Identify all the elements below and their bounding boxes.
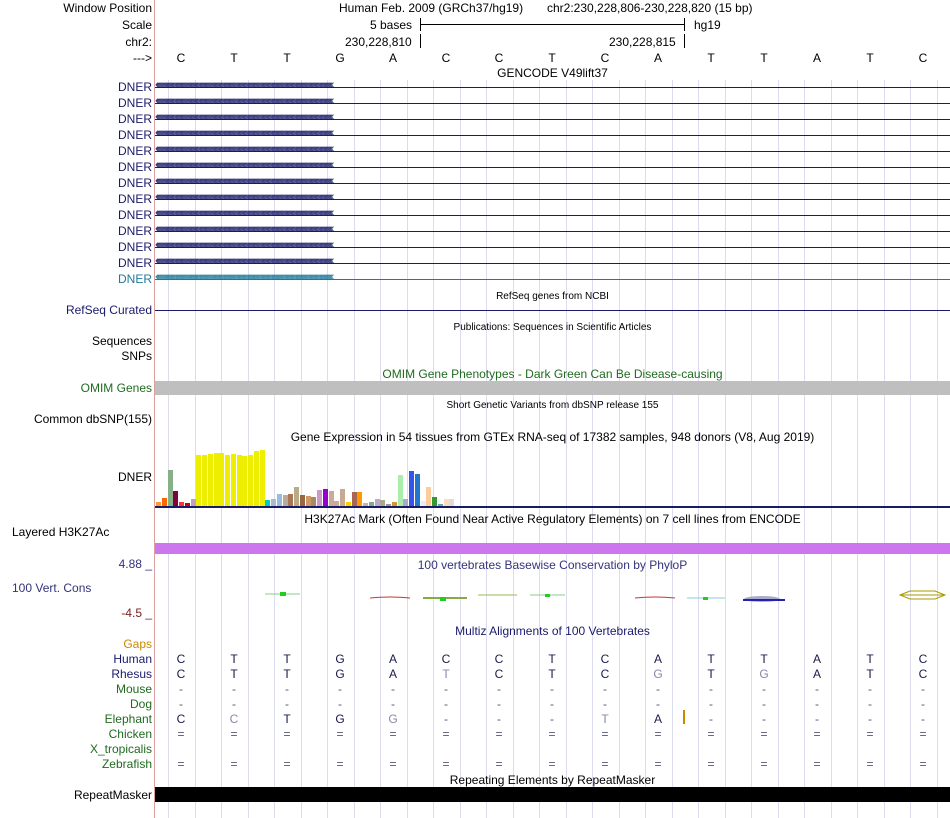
aligned-base: G: [335, 712, 345, 726]
gtex-tissue-bar[interactable]: [271, 499, 276, 506]
aligned-base: T: [601, 712, 609, 726]
gtex-tissue-bar[interactable]: [231, 454, 236, 506]
aligned-base: C: [494, 667, 504, 681]
aligned-base: -: [285, 682, 289, 696]
db-text: hg19: [694, 18, 721, 32]
aligned-base: C: [176, 712, 186, 726]
omim-bar[interactable]: [155, 381, 950, 395]
aligned-base: -: [762, 682, 766, 696]
strand-arrows: ‹‹‹‹‹‹‹‹‹‹‹‹‹‹‹‹‹‹‹‹‹‹‹‹‹‹‹‹‹‹‹‹‹‹‹‹‹‹‹‹‹‹‹‹‹‹‹‹‹‹‹‹‹‹‹‹‹‹‹‹‹‹‹‹‹‹‹‹‹‹‹‹‹‹‹‹‹‹‹‹‹‹‹‹‹‹‹‹‹‹‹‹‹‹‹‹‹‹‹‹‹‹‹‹‹‹‹‹‹‹‹‹‹‹‹‹‹‹‹‹‹‹‹‹‹‹‹‹‹‹‹‹‹‹‹‹‹‹‹‹: [155, 191, 332, 203]
aligned-base: -: [444, 697, 448, 711]
gtex-tissue-bar[interactable]: [403, 499, 408, 506]
base: T: [548, 51, 556, 65]
base: G: [335, 51, 345, 65]
aligned-base: =: [919, 757, 927, 771]
aligned-base: -: [603, 682, 607, 696]
coord-left: 230,228,810: [345, 35, 412, 49]
aligned-base: =: [283, 757, 291, 771]
aligned-base: =: [177, 727, 185, 741]
aligned-base: G: [335, 667, 345, 681]
aligned-base: C: [494, 652, 504, 666]
aligned-base: =: [283, 727, 291, 741]
gtex-tissue-bar[interactable]: [444, 499, 449, 506]
gencode-title: GENCODE V49lift37: [497, 66, 608, 80]
phylop-mark: [703, 597, 708, 600]
phylop-max-label: 4.88 _: [118, 557, 152, 571]
phylop-signal[interactable]: [155, 580, 950, 610]
strand-arrows: ‹‹‹‹‹‹‹‹‹‹‹‹‹‹‹‹‹‹‹‹‹‹‹‹‹‹‹‹‹‹‹‹‹‹‹‹‹‹‹‹‹‹‹‹‹‹‹‹‹‹‹‹‹‹‹‹‹‹‹‹‹‹‹‹‹‹‹‹‹‹‹‹‹‹‹‹‹‹‹‹‹‹‹‹‹‹‹‹‹‹‹‹‹‹‹‹‹‹‹‹‹‹‹‹‹‹‹‹‹‹‹‹‹‹‹‹‹‹‹‹‹‹‹‹‹‹‹‹‹‹‹‹‹‹‹‹‹‹‹‹: [155, 223, 332, 235]
gtex-tissue-bar[interactable]: [375, 499, 380, 506]
gtex-tissue-bar[interactable]: [300, 495, 305, 506]
scale-bar-right-tick: [684, 18, 685, 31]
base: T: [866, 51, 874, 65]
chrom-label: chr2:: [125, 35, 152, 49]
gtex-tissue-bar[interactable]: [219, 453, 224, 506]
pubs-title: Publications: Sequences in Scientific Articles: [453, 322, 652, 333]
pubs-snps-label[interactable]: SNPs: [121, 349, 152, 363]
gtex-tissue-bar[interactable]: [225, 455, 230, 506]
aligned-base: C: [918, 652, 928, 666]
aligned-base: A: [812, 667, 821, 681]
aligned-base: =: [495, 757, 503, 771]
aligned-base: -: [709, 712, 713, 726]
aligned-base: -: [179, 682, 183, 696]
aligned-base: =: [760, 727, 768, 741]
strand-arrows: ‹‹‹‹‹‹‹‹‹‹‹‹‹‹‹‹‹‹‹‹‹‹‹‹‹‹‹‹‹‹‹‹‹‹‹‹‹‹‹‹‹‹‹‹‹‹‹‹‹‹‹‹‹‹‹‹‹‹‹‹‹‹‹‹‹‹‹‹‹‹‹‹‹‹‹‹‹‹‹‹‹‹‹‹‹‹‹‹‹‹‹‹‹‹‹‹‹‹‹‹‹‹‹‹‹‹‹‹‹‹‹‹‹‹‹‹‹‹‹‹‹‹‹‹‹‹‹‹‹‹‹‹‹‹‹‹‹‹‹‹: [155, 255, 332, 267]
aligned-base: T: [230, 667, 238, 681]
gtex-tissue-bar[interactable]: [294, 487, 299, 506]
gtex-tissue-bar[interactable]: [191, 499, 196, 506]
strand-arrows: ‹‹‹‹‹‹‹‹‹‹‹‹‹‹‹‹‹‹‹‹‹‹‹‹‹‹‹‹‹‹‹‹‹‹‹‹‹‹‹‹‹‹‹‹‹‹‹‹‹‹‹‹‹‹‹‹‹‹‹‹‹‹‹‹‹‹‹‹‹‹‹‹‹‹‹‹‹‹‹‹‹‹‹‹‹‹‹‹‹‹‹‹‹‹‹‹‹‹‹‹‹‹‹‹‹‹‹‹‹‹‹‹‹‹‹‹‹‹‹‹‹‹‹‹‹‹‹‹‹‹‹‹‹‹‹‹‹‹‹‹: [155, 79, 332, 91]
aligned-base: A: [653, 652, 662, 666]
aligned-base: =: [707, 727, 715, 741]
phylop-label[interactable]: 100 Vert. Cons: [12, 581, 92, 595]
gencode-transcript[interactable]: [155, 160, 950, 174]
gencode-transcript-label[interactable]: DNER: [117, 160, 152, 174]
aligned-base: =: [389, 727, 397, 741]
aligned-base: =: [707, 757, 715, 771]
aligned-base: -: [232, 697, 236, 711]
base: A: [812, 51, 821, 65]
gencode-transcript[interactable]: [155, 240, 950, 254]
aligned-base: -: [391, 697, 395, 711]
gencode-transcript[interactable]: [155, 192, 950, 206]
phylop-mark: [635, 597, 675, 598]
aligned-base: =: [389, 757, 397, 771]
multiz-title: Multiz Alignments of 100 Vertebrates: [455, 624, 650, 638]
gencode-transcript[interactable]: [155, 256, 950, 270]
aligned-base: -: [709, 697, 713, 711]
aligned-base: =: [601, 757, 609, 771]
gencode-transcript-label[interactable]: DNER: [117, 128, 152, 142]
aligned-base: =: [866, 757, 874, 771]
aligned-base: A: [388, 667, 397, 681]
gtex-tissue-bar[interactable]: [398, 475, 403, 506]
gtex-tissue-bar[interactable]: [277, 494, 282, 506]
aligned-base: T: [866, 667, 874, 681]
aligned-base: -: [179, 697, 183, 711]
repeatmasker-title: Repeating Elements by RepeatMasker: [449, 773, 656, 787]
gencode-transcript-label[interactable]: DNER: [117, 96, 152, 110]
aligned-base: =: [177, 757, 185, 771]
coord-right-tick: [684, 34, 685, 48]
aligned-base: -: [497, 697, 501, 711]
aligned-base: -: [391, 682, 395, 696]
strand-label: --->: [133, 51, 152, 65]
base: A: [388, 51, 397, 65]
species-label[interactable]: Zebrafish: [101, 757, 152, 771]
aligned-base: =: [654, 757, 662, 771]
aligned-base: =: [760, 757, 768, 771]
aligned-base: =: [442, 727, 450, 741]
gtex-tissue-bar[interactable]: [323, 489, 328, 506]
aligned-base: T: [442, 667, 450, 681]
gencode-transcript-label[interactable]: DNER: [117, 208, 152, 222]
tracks-area[interactable]: [155, 0, 950, 818]
aligned-base: =: [866, 727, 874, 741]
gencode-transcript-label[interactable]: DNER: [117, 256, 152, 270]
aligned-base: -: [868, 697, 872, 711]
aligned-base: -: [921, 712, 925, 726]
aligned-base: -: [338, 697, 342, 711]
track-labels-column: [0, 0, 155, 818]
gencode-transcript-label[interactable]: DNER: [117, 272, 152, 286]
refseq-gene-line[interactable]: [155, 310, 950, 311]
aligned-base: T: [283, 667, 291, 681]
aligned-base: -: [550, 697, 554, 711]
species-label[interactable]: Dog: [129, 697, 152, 711]
aligned-base: G: [759, 667, 769, 681]
gtex-tissue-bar[interactable]: [329, 491, 334, 506]
aligned-base: C: [600, 652, 610, 666]
aligned-base: A: [812, 652, 821, 666]
gtex-tissue-bar[interactable]: [237, 455, 242, 506]
aligned-base: -: [497, 682, 501, 696]
phylop-mark: [370, 597, 410, 598]
gtex-bar-chart[interactable]: [155, 444, 950, 506]
aligned-base: T: [760, 652, 768, 666]
gencode-transcript-label[interactable]: DNER: [117, 176, 152, 190]
aligned-base: -: [815, 697, 819, 711]
omim-label[interactable]: OMIM Genes: [80, 381, 152, 395]
aligned-base: =: [230, 757, 238, 771]
gencode-transcript-label[interactable]: DNER: [117, 80, 152, 94]
aligned-base: =: [919, 727, 927, 741]
aligned-base: C: [918, 667, 928, 681]
h3k27ac-title: H3K27Ac Mark (Often Found Near Active Regulatory Elements) on 7 cell lines from ENCODE: [304, 512, 801, 526]
gtex-label[interactable]: DNER: [117, 470, 152, 484]
aligned-base: -: [444, 682, 448, 696]
aligned-base: -: [285, 697, 289, 711]
gtex-tissue-bar[interactable]: [352, 492, 357, 506]
aligned-base: -: [232, 682, 236, 696]
gtex-tissue-bar[interactable]: [311, 497, 316, 506]
aligned-base: =: [813, 757, 821, 771]
gtex-tissue-bar[interactable]: [340, 489, 345, 506]
aligned-base: -: [815, 712, 819, 726]
gencode-transcript-label[interactable]: DNER: [117, 112, 152, 126]
aligned-base: -: [921, 697, 925, 711]
gtex-tissue-bar[interactable]: [173, 491, 178, 506]
gtex-tissue-bar[interactable]: [409, 471, 414, 506]
h3k27ac-signal[interactable]: [155, 543, 950, 554]
gtex-tissue-bar[interactable]: [214, 453, 219, 506]
aligned-base: G: [388, 712, 398, 726]
strand-arrows: ‹‹‹‹‹‹‹‹‹‹‹‹‹‹‹‹‹‹‹‹‹‹‹‹‹‹‹‹‹‹‹‹‹‹‹‹‹‹‹‹‹‹‹‹‹‹‹‹‹‹‹‹‹‹‹‹‹‹‹‹‹‹‹‹‹‹‹‹‹‹‹‹‹‹‹‹‹‹‹‹‹‹‹‹‹‹‹‹‹‹‹‹‹‹‹‹‹‹‹‹‹‹‹‹‹‹‹‹‹‹‹‹‹‹‹‹‹‹‹‹‹‹‹‹‹‹‹‹‹‹‹‹‹‹‹‹‹‹‹‹: [155, 175, 332, 187]
gencode-transcript-label[interactable]: DNER: [117, 144, 152, 158]
aligned-base: =: [230, 727, 238, 741]
gtex-tissue-bar[interactable]: [415, 474, 420, 506]
aligned-base: =: [601, 727, 609, 741]
aligned-base: -: [656, 697, 660, 711]
pubs-sequences-label[interactable]: Sequences: [91, 334, 152, 348]
aligned-base: T: [707, 652, 715, 666]
gtex-tissue-bar[interactable]: [260, 450, 265, 506]
aligned-base: -: [550, 712, 554, 726]
aligned-base: =: [495, 727, 503, 741]
gtex-tissue-bar[interactable]: [168, 470, 173, 506]
aligned-base: C: [176, 652, 186, 666]
gencode-transcript[interactable]: [155, 80, 950, 94]
gtex-baseline: [155, 506, 950, 508]
gtex-tissue-bar[interactable]: [306, 496, 311, 506]
aligned-base: =: [654, 727, 662, 741]
repeatmasker-bar[interactable]: [155, 787, 950, 802]
base: C: [918, 51, 928, 65]
aligned-base: -: [444, 712, 448, 726]
refseq-label[interactable]: RefSeq Curated: [65, 303, 152, 317]
aligned-base: A: [388, 652, 397, 666]
gtex-tissue-bar[interactable]: [196, 455, 201, 506]
gencode-transcript-label[interactable]: DNER: [117, 224, 152, 238]
aligned-base: C: [600, 667, 610, 681]
dbsnp-label[interactable]: Common dbSNP(155): [33, 412, 152, 426]
base: T: [230, 51, 238, 65]
gencode-transcript[interactable]: [155, 176, 950, 190]
scale-label: Scale: [121, 18, 152, 32]
strand-arrows: ‹‹‹‹‹‹‹‹‹‹‹‹‹‹‹‹‹‹‹‹‹‹‹‹‹‹‹‹‹‹‹‹‹‹‹‹‹‹‹‹‹‹‹‹‹‹‹‹‹‹‹‹‹‹‹‹‹‹‹‹‹‹‹‹‹‹‹‹‹‹‹‹‹‹‹‹‹‹‹‹‹‹‹‹‹‹‹‹‹‹‹‹‹‹‹‹‹‹‹‹‹‹‹‹‹‹‹‹‹‹‹‹‹‹‹‹‹‹‹‹‹‹‹‹‹‹‹‹‹‹‹‹‹‹‹‹‹‹‹‹: [155, 207, 332, 219]
aligned-base: -: [815, 682, 819, 696]
aligned-base: =: [548, 757, 556, 771]
aligned-base: -: [762, 712, 766, 726]
coord-right: 230,228,815: [609, 35, 676, 49]
aligned-base: T: [707, 667, 715, 681]
gtex-tissue-bar[interactable]: [426, 487, 431, 506]
gtex-tissue-bar[interactable]: [283, 495, 288, 506]
aligned-base: -: [868, 682, 872, 696]
strand-arrows: ‹‹‹‹‹‹‹‹‹‹‹‹‹‹‹‹‹‹‹‹‹‹‹‹‹‹‹‹‹‹‹‹‹‹‹‹‹‹‹‹‹‹‹‹‹‹‹‹‹‹‹‹‹‹‹‹‹‹‹‹‹‹‹‹‹‹‹‹‹‹‹‹‹‹‹‹‹‹‹‹‹‹‹‹‹‹‹‹‹‹‹‹‹‹‹‹‹‹‹‹‹‹‹‹‹‹‹‹‹‹‹‹‹‹‹‹‹‹‹‹‹‹‹‹‹‹‹‹‹‹‹‹‹‹‹‹‹‹‹‹: [155, 239, 332, 251]
gencode-transcript[interactable]: [155, 224, 950, 238]
base: C: [494, 51, 504, 65]
gencode-transcript[interactable]: [155, 144, 950, 158]
gtex-tissue-bar[interactable]: [248, 455, 253, 506]
aligned-base: -: [709, 682, 713, 696]
strand-arrows: ‹‹‹‹‹‹‹‹‹‹‹‹‹‹‹‹‹‹‹‹‹‹‹‹‹‹‹‹‹‹‹‹‹‹‹‹‹‹‹‹‹‹‹‹‹‹‹‹‹‹‹‹‹‹‹‹‹‹‹‹‹‹‹‹‹‹‹‹‹‹‹‹‹‹‹‹‹‹‹‹‹‹‹‹‹‹‹‹‹‹‹‹‹‹‹‹‹‹‹‹‹‹‹‹‹‹‹‹‹‹‹‹‹‹‹‹‹‹‹‹‹‹‹‹‹‹‹‹‹‹‹‹‹‹‹‹‹‹‹‹: [155, 159, 332, 171]
phylop-min-label: -4.5 _: [121, 606, 152, 620]
omim-title: OMIM Gene Phenotypes - Dark Green Can Be Disease-causing: [382, 367, 723, 381]
refseq-title: RefSeq genes from NCBI: [496, 291, 609, 302]
gtex-tissue-bar[interactable]: [242, 456, 247, 506]
strand-arrows: ‹‹‹‹‹‹‹‹‹‹‹‹‹‹‹‹‹‹‹‹‹‹‹‹‹‹‹‹‹‹‹‹‹‹‹‹‹‹‹‹‹‹‹‹‹‹‹‹‹‹‹‹‹‹‹‹‹‹‹‹‹‹‹‹‹‹‹‹‹‹‹‹‹‹‹‹‹‹‹‹‹‹‹‹‹‹‹‹‹‹‹‹‹‹‹‹‹‹‹‹‹‹‹‹‹‹‹‹‹‹‹‹‹‹‹‹‹‹‹‹‹‹‹‹‹‹‹‹‹‹‹‹‹‹‹‹‹‹‹‹: [155, 271, 332, 283]
h3k27ac-label[interactable]: Layered H3K27Ac: [12, 525, 110, 539]
scale-bar: [420, 24, 684, 25]
gencode-transcript-label[interactable]: DNER: [117, 240, 152, 254]
gencode-transcript[interactable]: [155, 96, 950, 110]
aligned-base: -: [921, 682, 925, 696]
aligned-base: =: [336, 727, 344, 741]
position-text: chr2:230,228,806-230,228,820 (15 bp): [547, 1, 753, 15]
strand-arrows: ‹‹‹‹‹‹‹‹‹‹‹‹‹‹‹‹‹‹‹‹‹‹‹‹‹‹‹‹‹‹‹‹‹‹‹‹‹‹‹‹‹‹‹‹‹‹‹‹‹‹‹‹‹‹‹‹‹‹‹‹‹‹‹‹‹‹‹‹‹‹‹‹‹‹‹‹‹‹‹‹‹‹‹‹‹‹‹‹‹‹‹‹‹‹‹‹‹‹‹‹‹‹‹‹‹‹‹‹‹‹‹‹‹‹‹‹‹‹‹‹‹‹‹‹‹‹‹‹‹‹‹‹‹‹‹‹‹‹‹‹: [155, 95, 332, 107]
aligned-base: =: [336, 757, 344, 771]
species-label[interactable]: Mouse: [115, 682, 152, 696]
strand-arrows: ‹‹‹‹‹‹‹‹‹‹‹‹‹‹‹‹‹‹‹‹‹‹‹‹‹‹‹‹‹‹‹‹‹‹‹‹‹‹‹‹‹‹‹‹‹‹‹‹‹‹‹‹‹‹‹‹‹‹‹‹‹‹‹‹‹‹‹‹‹‹‹‹‹‹‹‹‹‹‹‹‹‹‹‹‹‹‹‹‹‹‹‹‹‹‹‹‹‹‹‹‹‹‹‹‹‹‹‹‹‹‹‹‹‹‹‹‹‹‹‹‹‹‹‹‹‹‹‹‹‹‹‹‹‹‹‹‹‹‹‹: [155, 127, 332, 139]
aligned-base: T: [548, 667, 556, 681]
gtex-title: Gene Expression in 54 tissues from GTEx RNA-seq of 17382 samples, 948 donors (V8, Aug 2019): [290, 430, 815, 444]
base: T: [283, 51, 291, 65]
aligned-base: A: [653, 712, 662, 726]
species-label[interactable]: Chicken: [108, 727, 152, 741]
aligned-base: =: [813, 727, 821, 741]
aligned-base: -: [338, 682, 342, 696]
species-label[interactable]: Human: [113, 652, 152, 666]
repeatmasker-label[interactable]: RepeatMasker: [73, 788, 152, 802]
aligned-base: T: [230, 652, 238, 666]
phylop-mark: [280, 592, 286, 596]
gencode-transcript-label[interactable]: DNER: [117, 192, 152, 206]
base: A: [653, 51, 662, 65]
species-label[interactable]: Rhesus: [111, 667, 152, 681]
base: C: [600, 51, 610, 65]
gtex-tissue-bar[interactable]: [208, 454, 213, 506]
aligned-base: -: [603, 697, 607, 711]
assembly-text: Human Feb. 2009 (GRCh37/hg19): [339, 1, 524, 15]
gencode-transcript[interactable]: [155, 272, 950, 286]
gtex-tissue-bar[interactable]: [288, 494, 293, 506]
window-position-label: Window Position: [63, 1, 152, 15]
aligned-base: C: [441, 652, 451, 666]
gtex-tissue-bar[interactable]: [202, 455, 207, 506]
aligned-base: -: [656, 682, 660, 696]
gencode-transcript[interactable]: [155, 208, 950, 222]
scale-text: 5 bases: [370, 18, 413, 32]
aligned-base: -: [550, 682, 554, 696]
base: C: [176, 51, 186, 65]
gtex-tissue-bar[interactable]: [357, 492, 362, 506]
aligned-base: C: [176, 667, 186, 681]
gtex-tissue-bar[interactable]: [317, 490, 322, 506]
strand-arrows: ‹‹‹‹‹‹‹‹‹‹‹‹‹‹‹‹‹‹‹‹‹‹‹‹‹‹‹‹‹‹‹‹‹‹‹‹‹‹‹‹‹‹‹‹‹‹‹‹‹‹‹‹‹‹‹‹‹‹‹‹‹‹‹‹‹‹‹‹‹‹‹‹‹‹‹‹‹‹‹‹‹‹‹‹‹‹‹‹‹‹‹‹‹‹‹‹‹‹‹‹‹‹‹‹‹‹‹‹‹‹‹‹‹‹‹‹‹‹‹‹‹‹‹‹‹‹‹‹‹‹‹‹‹‹‹‹‹‹‹‹: [155, 111, 332, 123]
aligned-base: T: [866, 652, 874, 666]
gencode-transcript[interactable]: [155, 128, 950, 142]
aligned-base: T: [548, 652, 556, 666]
base: T: [760, 51, 768, 65]
gtex-tissue-bar[interactable]: [432, 497, 437, 506]
base: C: [441, 51, 451, 65]
gtex-tissue-bar[interactable]: [162, 498, 167, 506]
aligned-base: =: [548, 727, 556, 741]
species-label[interactable]: Elephant: [104, 712, 152, 726]
gaps-label: Gaps: [123, 637, 152, 651]
dbsnp-title: Short Genetic Variants from dbSNP release 155: [446, 400, 659, 411]
gtex-tissue-bar[interactable]: [449, 499, 454, 506]
gap-insertion-mark: [683, 710, 685, 724]
aligned-base: =: [442, 757, 450, 771]
gtex-tissue-bar[interactable]: [254, 451, 259, 506]
aligned-base: T: [283, 712, 291, 726]
scale-bar-left-tick: [420, 18, 421, 31]
aligned-base: -: [497, 712, 501, 726]
base: T: [707, 51, 715, 65]
strand-arrows: ‹‹‹‹‹‹‹‹‹‹‹‹‹‹‹‹‹‹‹‹‹‹‹‹‹‹‹‹‹‹‹‹‹‹‹‹‹‹‹‹‹‹‹‹‹‹‹‹‹‹‹‹‹‹‹‹‹‹‹‹‹‹‹‹‹‹‹‹‹‹‹‹‹‹‹‹‹‹‹‹‹‹‹‹‹‹‹‹‹‹‹‹‹‹‹‹‹‹‹‹‹‹‹‹‹‹‹‹‹‹‹‹‹‹‹‹‹‹‹‹‹‹‹‹‹‹‹‹‹‹‹‹‹‹‹‹‹‹‹‹: [155, 143, 332, 155]
gencode-transcript[interactable]: [155, 112, 950, 126]
species-label[interactable]: X_tropicalis: [89, 742, 152, 756]
aligned-base: -: [762, 697, 766, 711]
aligned-base: G: [335, 652, 345, 666]
phylop-title: 100 vertebrates Basewise Conservation by PhyloP: [417, 558, 688, 572]
aligned-base: -: [868, 712, 872, 726]
aligned-base: C: [229, 712, 239, 726]
coord-left-tick: [420, 34, 421, 48]
aligned-base: G: [653, 667, 663, 681]
phylop-mark: [545, 594, 550, 597]
aligned-base: T: [283, 652, 291, 666]
phylop-mark: [440, 597, 446, 601]
